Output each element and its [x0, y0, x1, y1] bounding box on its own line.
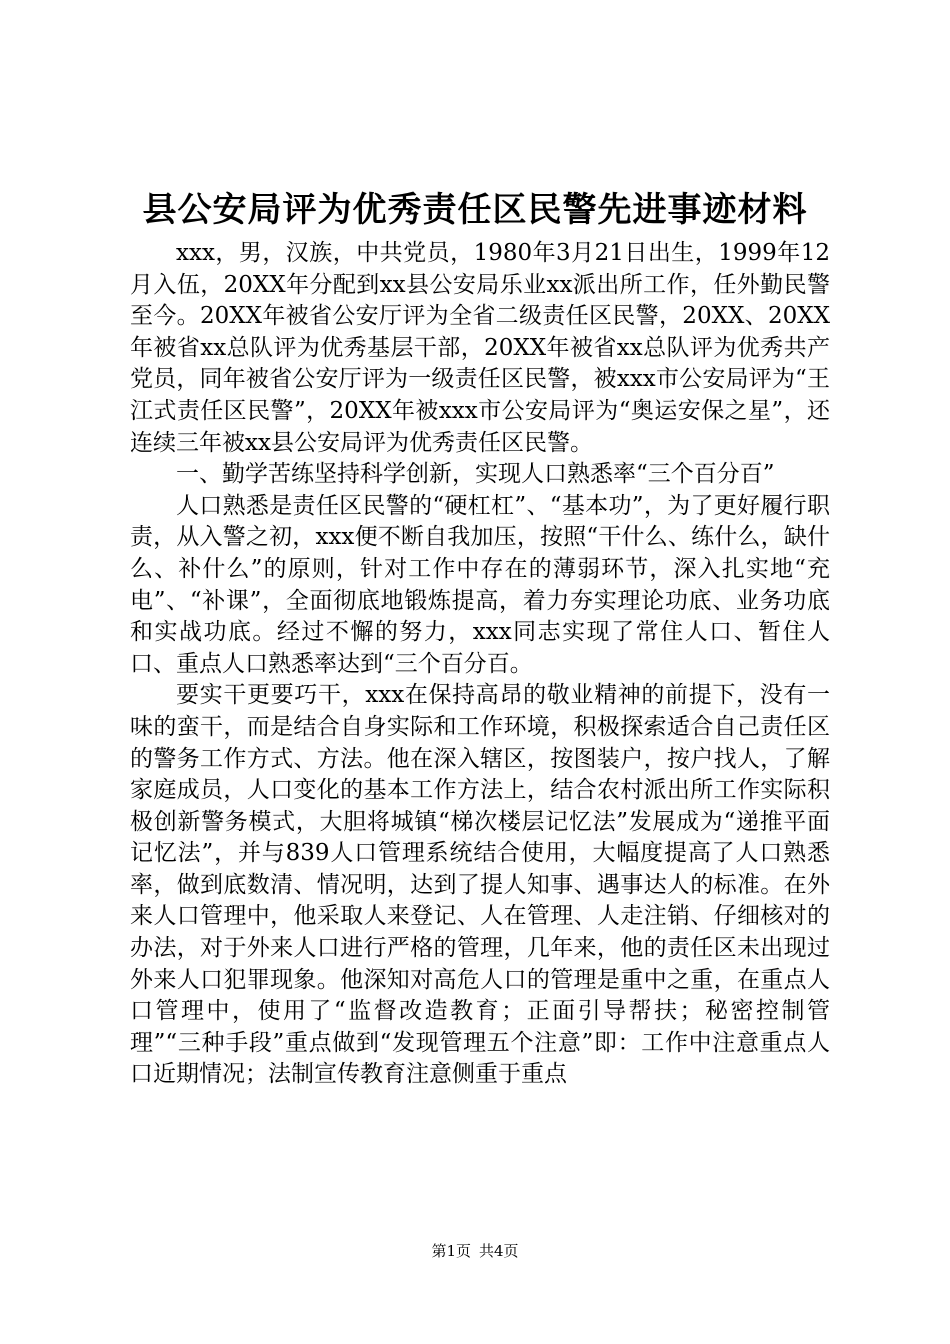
document-title: 县公安局评为优秀责任区民警先进事迹材料	[142, 190, 808, 230]
page-number: 第1页	[431, 1242, 471, 1260]
page-total: 共4页	[479, 1242, 519, 1260]
page-footer	[0, 1240, 950, 1262]
section-heading-1: 一、勤学苦练坚持科学创新，实现人口熟悉率“三个百分百”	[176, 461, 775, 488]
paragraph-intro: xxx，男，汉族，中共党员，1980年3月21日出生，1999年12月入伍，20XX年分配到xx县公安局乐业xx派出所工作，任外勤民警至今。20XX年被省公安厅评为全省二级责任区民警，20XX、20XX年被省xx总队评为优秀基层干部，20XX年被省xx总队评为优秀共产党员，同年被省公安厅评为一级责任区民警，被xxx市公安局评为“王江式责任区民警”，20XX年被xxx市公安局评为“奥运安保之星”，还连续三年被xx县公安局评为优秀责任区民警。	[130, 240, 830, 456]
document-body	[130, 238, 830, 1091]
paragraph-work-methods: 要实干更要巧干，xxx在保持高昂的敬业精神的前提下，没有一味的蛮干，而是结合自身实际和工作环境，积极探索适合自己责任区的警务工作方式、方法。他在深入辖区，按图装户，按户找人，了解家庭成员，人口变化的基本工作方法上，结合农村派出所工作实际积极创新警务模式，大胆将城镇“梯次楼层记忆法”发展成为“递推平面记忆法”，并与839人口管理系统结合使用，大幅度提高了人口熟悉率，做到底数清、情况明，达到了提人知事、遇事达人的标准。在外来人口管理中，他采取人来登记、人在管理、人走注销、仔细核对的办法，对于外来人口进行严格的管理，几年来，他的责任区未出现过外来人口犯罪现象。他深知对高危人口的管理是重中之重，在重点人口管理中，使用了“监督改造教育；正面引导帮扶；秘密控制管理”“三种手段”重点做到“发现管理五个注意”即：工作中注意重点人口近期情况；法制宣传教育注意侧重于重点	[130, 682, 830, 1088]
paragraph-population-familiarity: 人口熟悉是责任区民警的“硬杠杠”、“基本功”，为了更好履行职责，从入警之初，xxx便不断自我加压，按照“干什么、练什么，缺什么、补什么”的原则，针对工作中存在的薄弱环节，深入扎实地“充电”、“补课”，全面彻底地锻炼提高，着力夯实理论功底、业务功底和实战功底。经过不懈的努力，xxx同志实现了常住人口、暂住人口、重点人口熟悉率达到“三个百分百。	[130, 492, 830, 677]
